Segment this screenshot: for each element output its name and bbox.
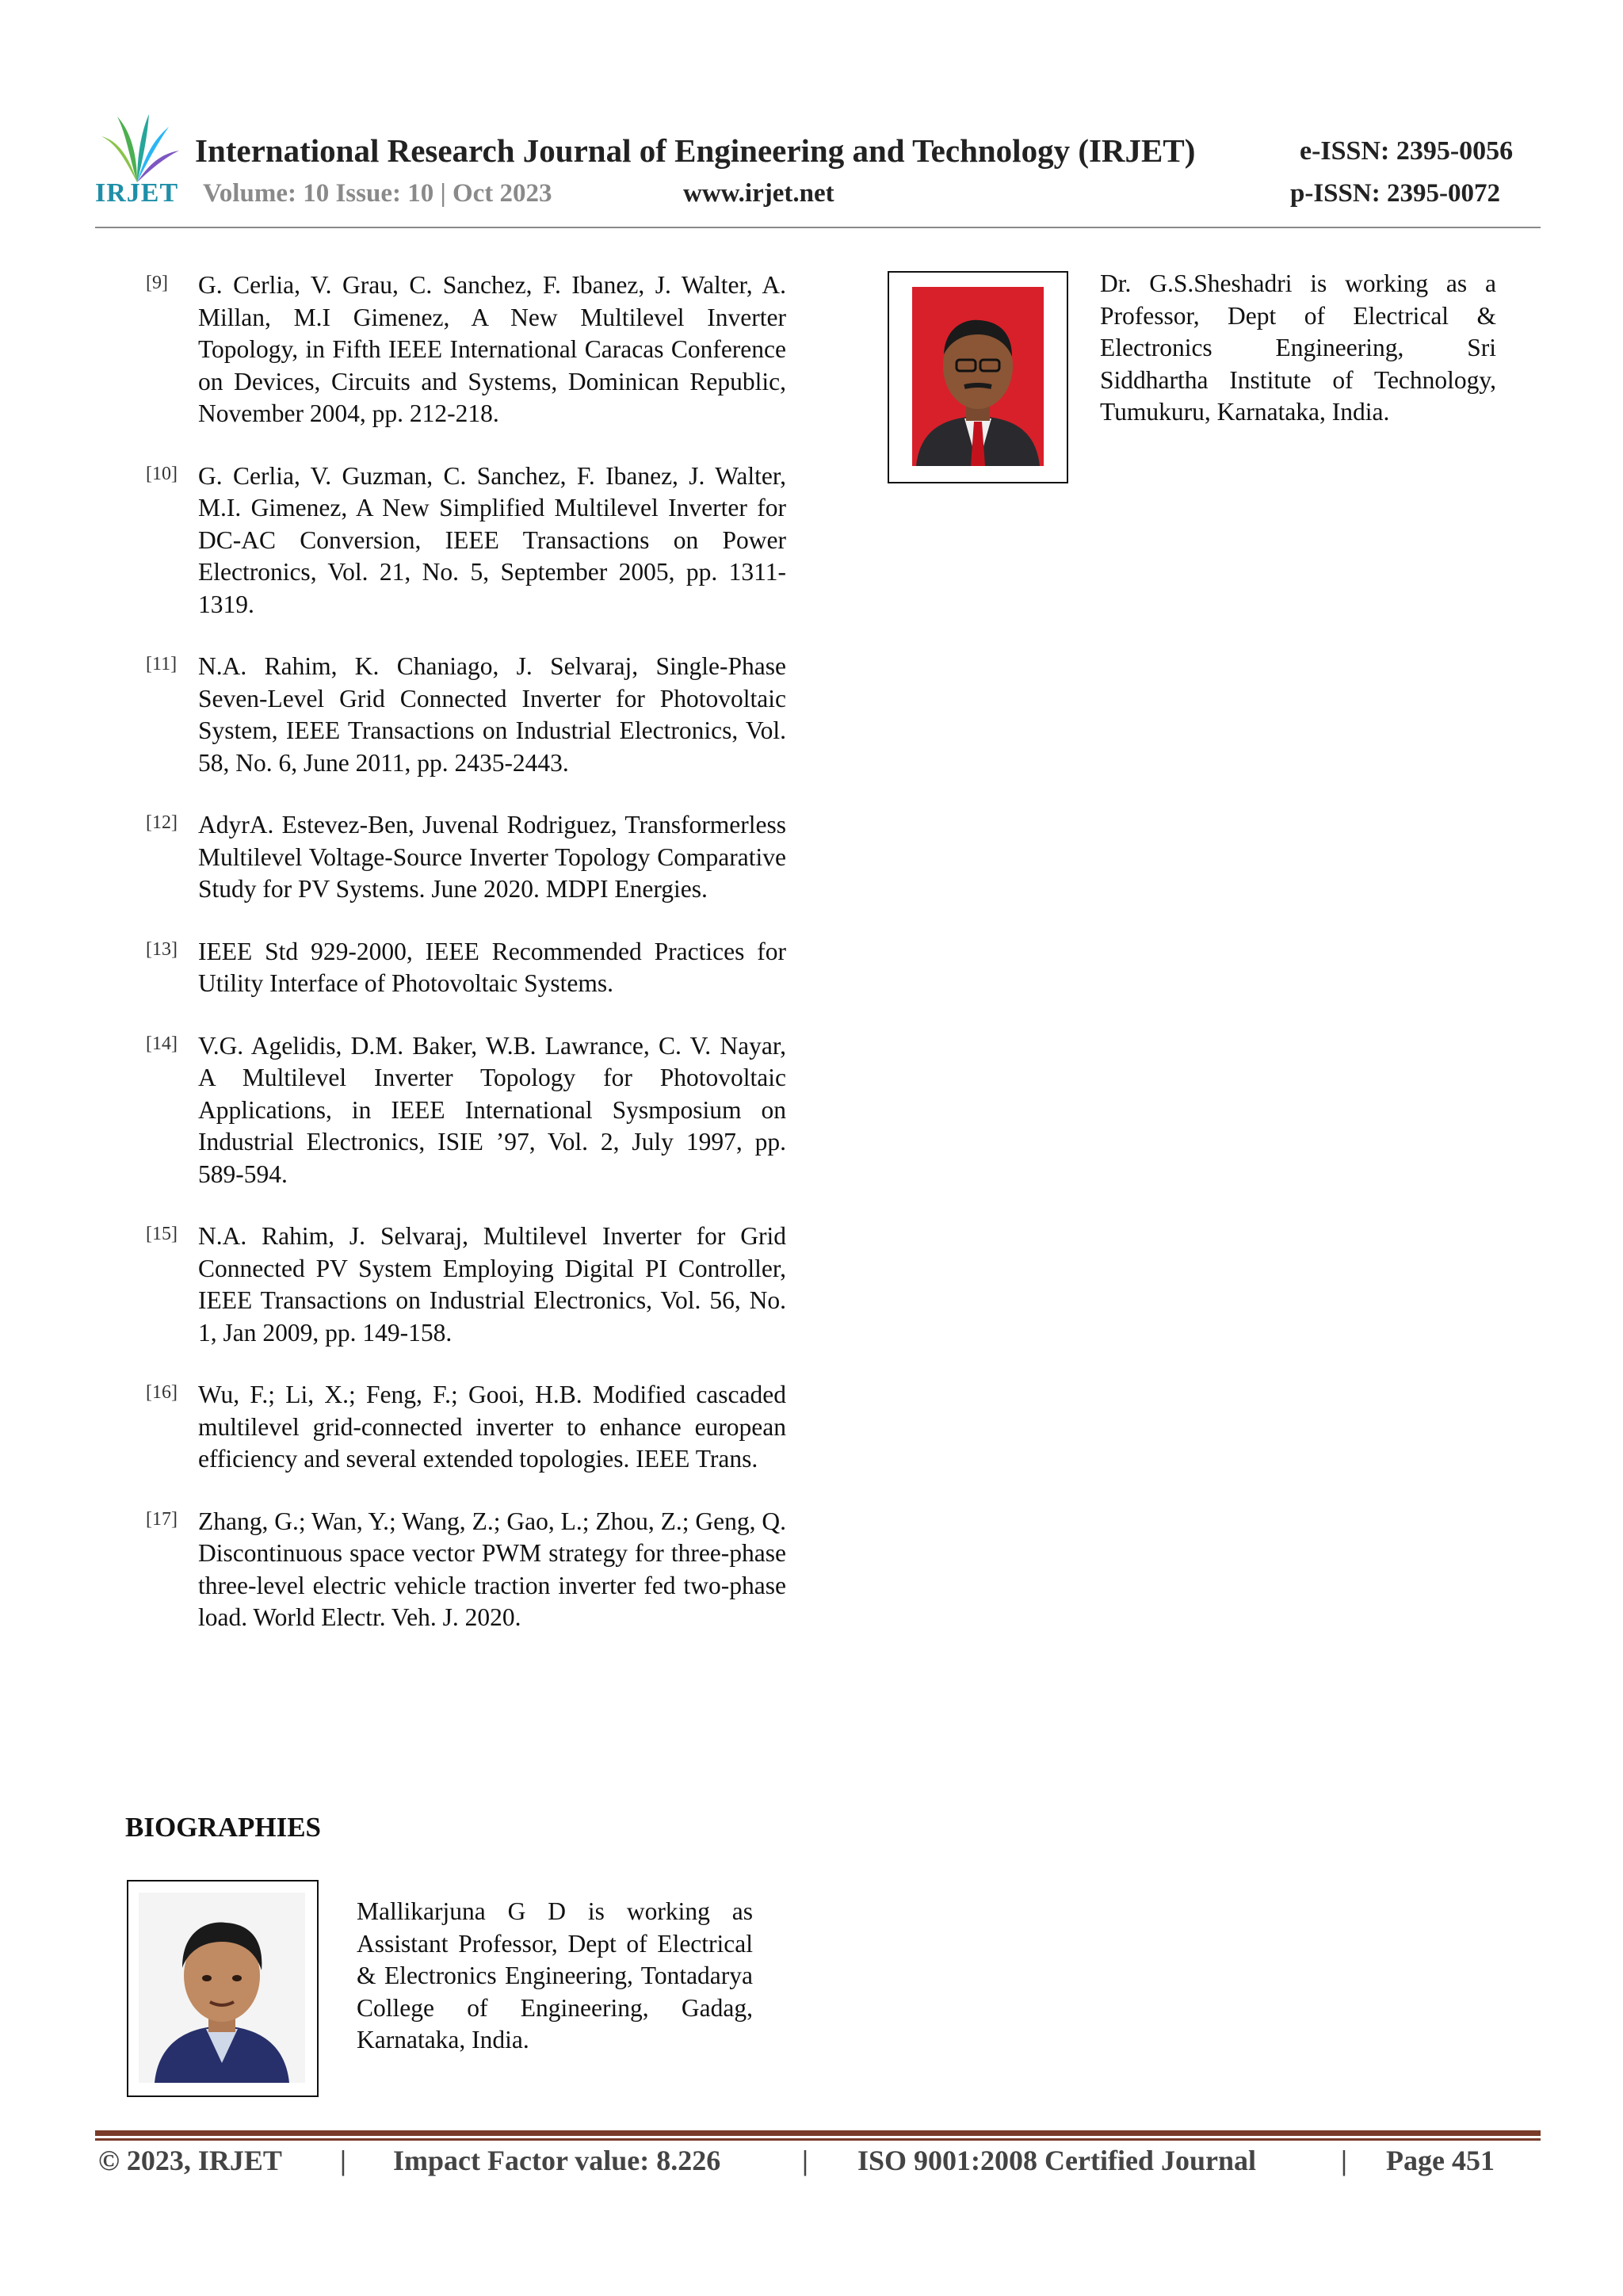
reference-text: N.A. Rahim, J. Selvaraj, Multilevel Inverter for Grid Connected PV System Employing Digital PI Controller, IEEE Transactions on Industrial Electronics, Vol. 56, No. 1, Jan 2009, pp. 149-158. <box>198 1222 786 1347</box>
reference-number: [12] <box>146 812 178 833</box>
author2-photo <box>888 271 1068 483</box>
footer-divider-thick <box>95 2130 1541 2136</box>
author2-portrait <box>912 287 1044 466</box>
reference-text: V.G. Agelidis, D.M. Baker, W.B. Lawrance, C. V. Nayar, A Multilevel Inverter Topology for Photovoltaic Applications, in IEEE International Sysmposium on Industrial Electronics, ISIE ’97, Vol. 2, July 1997, pp. 589-594. <box>198 1031 786 1188</box>
reference-number: [13] <box>146 938 178 960</box>
reference-item <box>146 1221 786 1349</box>
page-footer <box>98 2144 1541 2183</box>
logo-leaves-icon <box>94 113 181 184</box>
footer-separator: | <box>802 2145 808 2176</box>
e-issn: e-ISSN: 2395-0056 <box>1300 136 1514 166</box>
reference-item <box>146 1379 786 1476</box>
author1-photo <box>127 1880 319 2097</box>
reference-item <box>146 1506 786 1634</box>
reference-number: [11] <box>146 654 178 674</box>
footer-page-number: Page 451 <box>1386 2145 1495 2176</box>
reference-item <box>146 651 786 779</box>
author1-portrait <box>139 1893 305 2083</box>
reference-item <box>146 269 786 430</box>
reference-item <box>146 936 786 1000</box>
footer-iso-certification: ISO 9001:2008 Certified Journal <box>857 2145 1256 2176</box>
reference-text: G. Cerlia, V. Grau, C. Sanchez, F. Ibanez, J. Walter, A. Millan, M.I Gimenez, A New Multilevel Inverter Topology, in Fifth IEEE International Caracas Conference on Devices, Circuits and Systems, Dominican Republic, November 2004, pp. 212-218. <box>198 271 786 427</box>
p-issn: p-ISSN: 2395-0072 <box>1290 179 1500 208</box>
reference-text: G. Cerlia, V. Guzman, C. Sanchez, F. Ibanez, J. Walter, M.I. Gimenez, A New Simplified Multilevel Inverter for DC-AC Conversion, IEEE Transactions on Power Electronics, Vol. 21, No. 5, September 2005, pp. 1311-1319. <box>198 461 786 618</box>
journal-website[interactable]: www.irjet.net <box>683 179 834 208</box>
reference-text: Zhang, G.; Wan, Y.; Wang, Z.; Gao, L.; Zhou, Z.; Geng, Q. Discontinuous space vector PWM strategy for three-phase three-level electric vehicle traction inverter fed two-phase load. World Electr. Veh. J. 2020. <box>198 1507 786 1631</box>
footer-copyright: © 2023, IRJET <box>98 2145 282 2176</box>
reference-number: [9] <box>146 273 168 293</box>
biographies-heading: BIOGRAPHIES <box>125 1812 321 1843</box>
reference-text: AdyrA. Estevez-Ben, Juvenal Rodriguez, Transformerless Multilevel Voltage-Source Inverter Topology Comparative Study for PV Systems. June 2020. MDPI Energies. <box>198 811 786 903</box>
reference-number: [14] <box>146 1033 178 1054</box>
footer-impact-factor: Impact Factor value: 8.226 <box>393 2145 721 2176</box>
reference-text: N.A. Rahim, K. Chaniago, J. Selvaraj, Single-Phase Seven-Level Grid Connected Inverter for Photovoltaic System, IEEE Transactions on Industrial Electronics, Vol. 58, No. 6, June 2011, pp. 2435-2443. <box>198 652 786 777</box>
author1-bio: Mallikarjuna G D is working as Assistant Professor, Dept of Electrical & Electronics Engineering, Tontadarya College of Engineering, Gadag, Karnataka, India. <box>357 1897 753 2053</box>
reference-item <box>146 809 786 906</box>
reference-text: Wu, F.; Li, X.; Feng, F.; Gooi, H.B. Modified cascaded multilevel grid-connected inverter to enhance european efficiency and several extended topologies. IEEE Trans. <box>198 1381 786 1473</box>
reference-number: [10] <box>146 463 178 484</box>
footer-separator: | <box>1341 2145 1347 2176</box>
journal-title: International Research Journal of Engineering and Technology (IRJET) <box>195 132 1196 169</box>
footer-separator: | <box>340 2145 346 2176</box>
reference-item <box>146 1030 786 1191</box>
volume-issue: Volume: 10 Issue: 10 | Oct 2023 <box>203 179 552 208</box>
reference-number: [16] <box>146 1382 178 1403</box>
author2-bio: Dr. G.S.Sheshadri is working as a Professor, Dept of Electrical & Electronics Engineering, Sri Siddhartha Institute of Technology, Tumukuru, Karnataka, India. <box>1100 269 1496 426</box>
reference-number: [15] <box>146 1224 178 1244</box>
header-divider <box>95 227 1541 228</box>
logo-text: IRJET <box>95 178 179 208</box>
reference-text: IEEE Std 929-2000, IEEE Recommended Practices for Utility Interface of Photovoltaic Systems. <box>198 937 786 997</box>
reference-number: [17] <box>146 1508 178 1530</box>
reference-list <box>146 269 786 1664</box>
footer-divider-thin <box>95 2138 1541 2141</box>
reference-item <box>146 460 786 621</box>
